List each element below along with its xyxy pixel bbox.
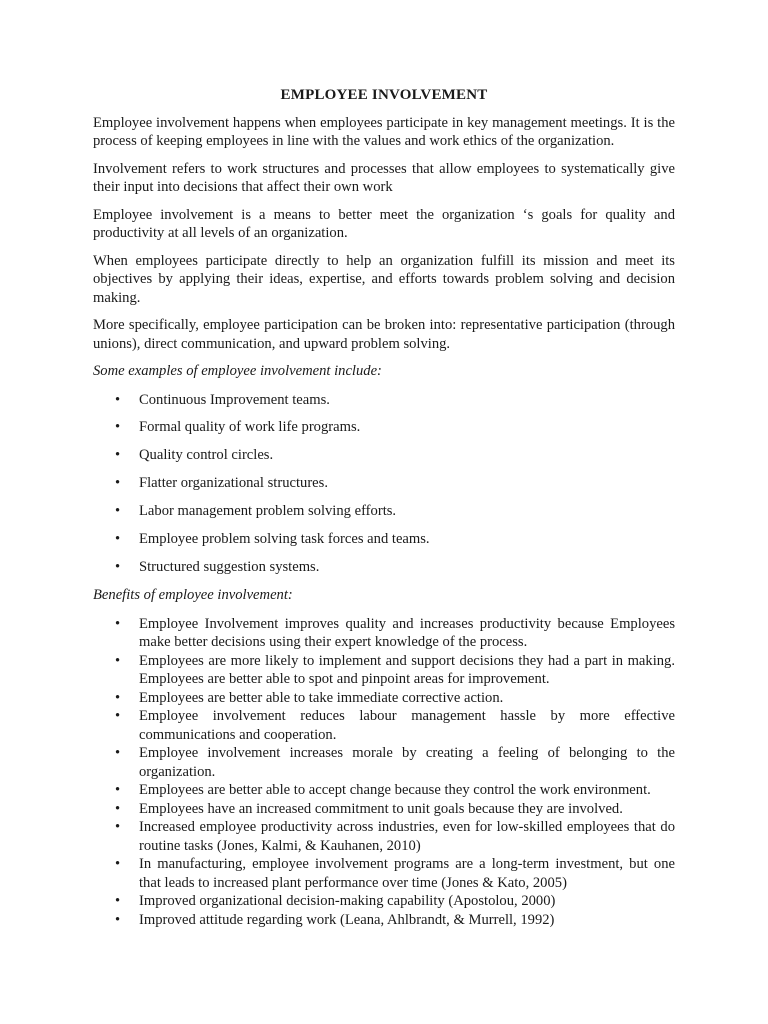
bullet-icon: • — [115, 800, 121, 817]
paragraph-goals: Employee involvement is a means to better meet the organization ‘s goals for quality and productivity at all levels of an organization. — [93, 206, 675, 241]
list-item: • Improved organizational decision-making capability (Apostolou, 2000) — [115, 893, 556, 910]
bullet-icon: • — [115, 652, 121, 669]
bullet-icon: • — [115, 911, 121, 928]
paragraph-definition: Employee involvement happens when employees participate in key management meetings. It is the process of keeping employees in line with the values and work ethics of the organization. — [93, 114, 675, 149]
bullet-icon: • — [115, 558, 121, 575]
list-item: • Employees are more likely to implement and support decisions they had a part in making. Employees are better able to spot and pinpoint areas for improvement. — [115, 652, 675, 688]
paragraph-specifically: More specifically, employee participation can be broken into: representative participation (through unions), direct communication, and upward problem solving. — [93, 317, 675, 352]
list-item: • Employee problem solving task forces and teams. — [115, 530, 430, 547]
paragraph-participation: When employees participate directly to help an organization fulfill its mission and meet its objectives by applying their ideas, expertise, and efforts towards problem solving and decision making. — [93, 252, 675, 306]
list-item: • Employees have an increased commitment to unit goals because they are involved. — [115, 800, 623, 817]
list-item: • Flatter organizational structures. — [115, 475, 328, 492]
bullet-icon: • — [115, 503, 121, 520]
bullet-icon: • — [115, 819, 121, 836]
document-title: EMPLOYEE INVOLVEMENT — [280, 87, 488, 103]
bullet-icon: • — [115, 447, 121, 464]
document-page — [93, 86, 675, 929]
bullet-icon: • — [115, 391, 121, 408]
list-item: • Improved attitude regarding work (Leana, Ahlbrandt, & Murrell, 1992) — [115, 911, 555, 928]
benefits-heading: Benefits of employee involvement: — [93, 587, 293, 604]
list-item: • Employee involvement reduces labour management hassle by more effective communications and cooperation. — [115, 708, 675, 743]
list-item: • Structured suggestion systems. — [115, 558, 320, 575]
list-item: • Formal quality of work life programs. — [115, 419, 361, 436]
list-item: • Continuous Improvement teams. — [115, 391, 330, 408]
bullet-icon: • — [115, 475, 121, 492]
benefits-list — [93, 615, 675, 930]
bullet-icon: • — [115, 419, 121, 436]
list-item: • Employee involvement increases morale by creating a feeling of belonging to the organization. — [115, 745, 675, 780]
bullet-icon: • — [115, 893, 121, 910]
list-item: • Employee Involvement improves quality and increases productivity because Employees make better decisions using their expert knowledge of the process. — [115, 615, 675, 651]
bullet-icon: • — [115, 615, 121, 632]
list-item: • Employees are better able to take immediate corrective action. — [115, 689, 504, 706]
list-item: • Employees are better able to accept change because they control the work environment. — [115, 782, 651, 799]
paragraph-involvement-refers: Involvement refers to work structures and processes that allow employees to systematically give their input into decisions that affect their own work — [93, 160, 675, 195]
bullet-icon: • — [115, 745, 121, 762]
list-item: • Increased employee productivity across industries, even for low-skilled employees that do routine tasks (Jones, Kalmi, & Kauhanen, 2010) — [115, 819, 675, 854]
bullet-icon: • — [115, 708, 121, 725]
bullet-icon: • — [115, 530, 121, 547]
bullet-icon: • — [115, 689, 121, 706]
bullet-icon: • — [115, 782, 121, 799]
examples-list — [93, 391, 675, 577]
list-item: • Quality control circles. — [115, 447, 274, 464]
list-item: • In manufacturing, employee involvement programs are a long-term investment, but one that leads to increased plant performance over time (Jones & Kato, 2005) — [115, 856, 675, 891]
list-item: • Labor management problem solving efforts. — [115, 503, 397, 520]
bullet-icon: • — [115, 856, 121, 873]
examples-heading: Some examples of employee involvement include: — [93, 363, 382, 379]
